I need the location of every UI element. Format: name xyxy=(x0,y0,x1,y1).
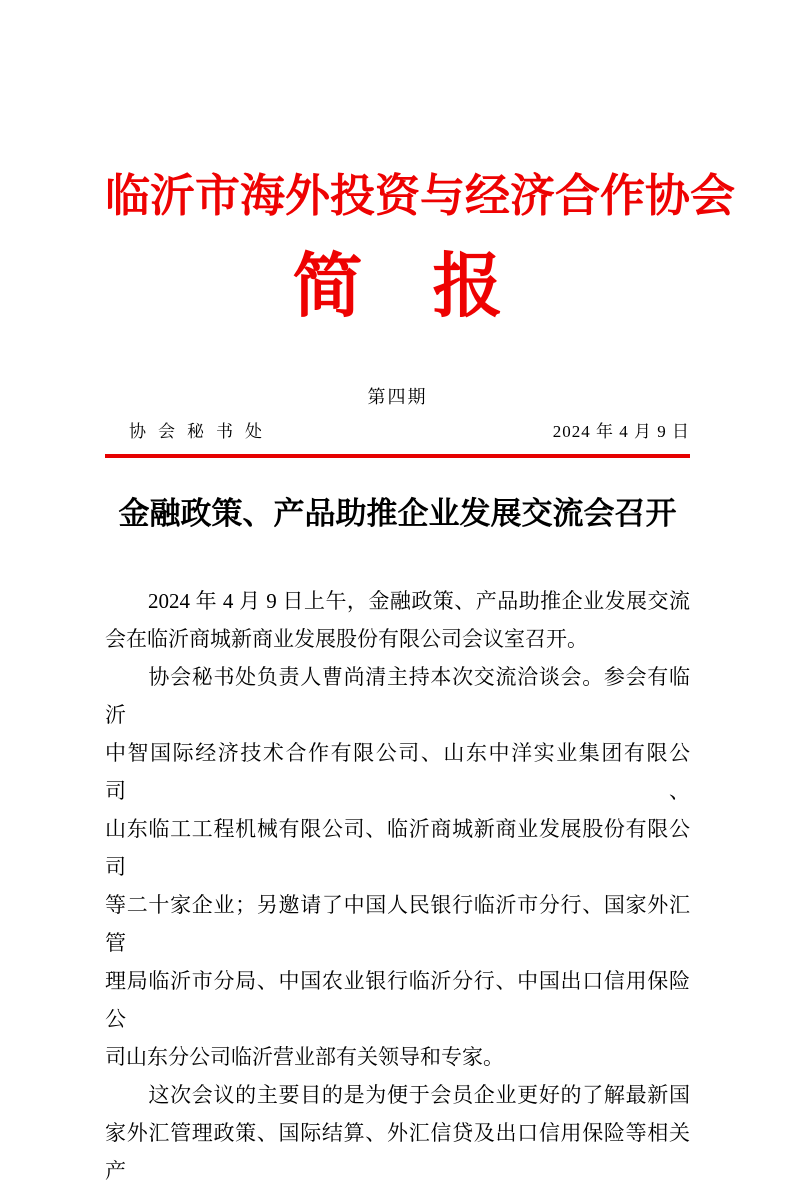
body-line: 理局临沂市分局、中国农业银行临沂分行、中国出口信用保险公 xyxy=(105,969,690,1031)
issue-date: 2024 年 4 月 9 日 xyxy=(552,422,690,441)
body-line: 会在临沂商城新商业发展股份有限公司会议室召开。 xyxy=(105,627,588,651)
body-line: 司山东分公司临沂营业部有关领导和专家。 xyxy=(105,1045,504,1069)
issuing-department: 协会秘书处 xyxy=(129,422,274,441)
article-body xyxy=(105,582,690,1190)
org-title: 临沂市海外投资与经济合作协会 xyxy=(105,171,736,221)
body-line: 2024 年 4 月 9 日上午，金融政策、产品助推企业发展交流 xyxy=(105,589,690,613)
body-line: 家外汇管理政策、国际结算、外汇信贷及出口信用保险等相关产 xyxy=(105,1121,690,1183)
body-line: 山东临工工程机械有限公司、临沂商城新商业发展股份有限公司 xyxy=(105,817,690,879)
article xyxy=(105,494,690,1190)
body-line: 这次会议的主要目的是为便于会员企业更好的了解最新国 xyxy=(105,1083,690,1107)
paragraph xyxy=(105,1076,690,1190)
body-line: 中智国际经济技术合作有限公司、山东中洋实业集团有限公司、 xyxy=(105,741,690,803)
paragraph xyxy=(105,582,690,658)
body-line: 协会秘书处负责人曹尚清主持本次交流洽谈会。参会有临沂 xyxy=(105,665,690,727)
article-headline: 金融政策、产品助推企业发展交流会召开 xyxy=(118,496,677,531)
bulletin-title: 简 报 xyxy=(292,249,503,326)
red-divider xyxy=(105,454,690,458)
body-line: 等二十家企业；另邀请了中国人民银行临沂市分行、国家外汇管 xyxy=(105,893,690,955)
paragraph xyxy=(105,658,690,1076)
issue-number: 第四期 xyxy=(367,387,428,407)
meta-row xyxy=(105,420,690,444)
masthead xyxy=(105,168,736,328)
